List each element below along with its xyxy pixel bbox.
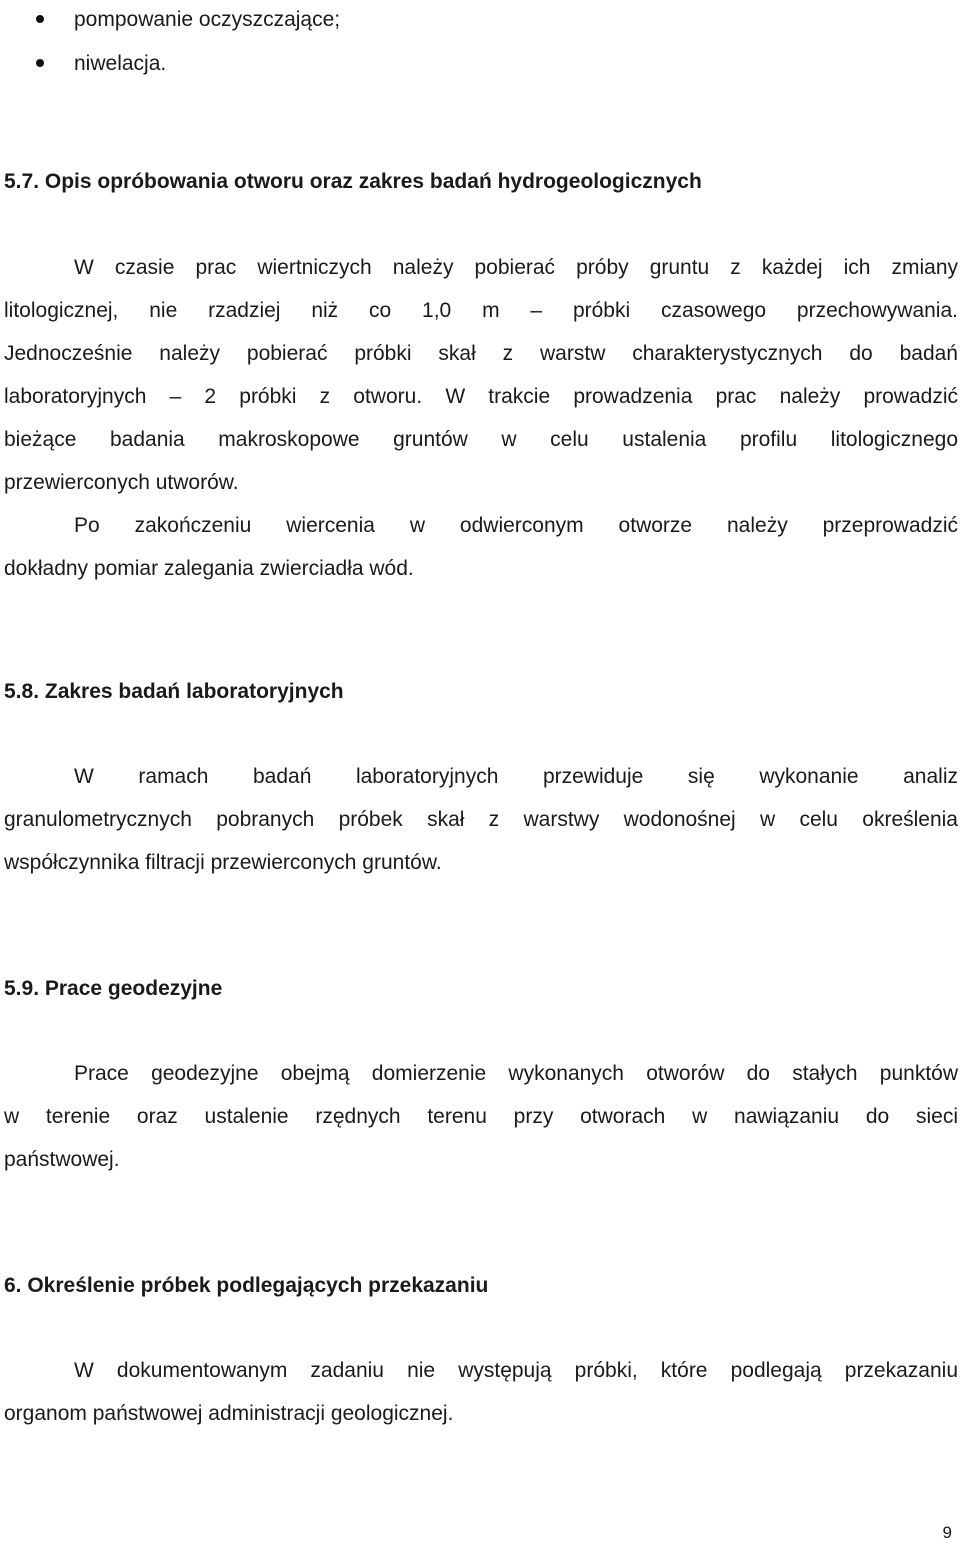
text-line: państwowej. bbox=[4, 1148, 120, 1171]
list-item bbox=[0, 44, 340, 88]
section-body-5-8 bbox=[4, 755, 958, 884]
page-number: 9 bbox=[942, 1523, 952, 1542]
text-line: W ramach badań laboratoryjnych przewiduje się wykonanie analiz bbox=[74, 765, 958, 788]
bullet-text: pompowanie oczyszczające; bbox=[74, 8, 341, 31]
text-line: W dokumentowanym zadaniu nie występują próbki, które podlegają przekazaniu bbox=[74, 1359, 958, 1382]
section-body-5-9 bbox=[4, 1052, 958, 1181]
text-line: litologicznej, nie rzadziej niż co 1,0 m – próbki czasowego przechowywania. bbox=[4, 299, 958, 322]
text-line: bieżące badania makroskopowe gruntów w celu ustalenia profilu litologicznego bbox=[4, 428, 958, 451]
section-heading-5-8: 5.8. Zakres badań laboratoryjnych bbox=[4, 680, 344, 703]
section-heading-5-7: 5.7. Opis opróbowania otworu oraz zakres badań hydrogeologicznych bbox=[4, 170, 702, 193]
bullet-icon bbox=[36, 15, 44, 23]
bullet-text: niwelacja. bbox=[74, 52, 167, 75]
section-body-5-7 bbox=[4, 246, 958, 590]
text-line: Po zakończeniu wiercenia w odwierconym otworze należy przeprowadzić bbox=[74, 514, 958, 537]
list-item bbox=[0, 0, 340, 44]
text-line: dokładny pomiar zalegania zwierciadła wód. bbox=[4, 557, 414, 580]
text-line: laboratoryjnych – 2 próbki z otworu. W trakcie prowadzenia prac należy prowadzić bbox=[4, 385, 958, 408]
text-line: przewierconych utworów. bbox=[4, 471, 239, 494]
section-heading-5-9: 5.9. Prace geodezyjne bbox=[4, 977, 223, 1000]
text-line: współczynnika filtracji przewierconych gruntów. bbox=[4, 851, 442, 874]
text-line: organom państwowej administracji geologicznej. bbox=[4, 1402, 454, 1425]
text-line: w terenie oraz ustalenie rzędnych terenu przy otworach w nawiązaniu do sieci bbox=[4, 1105, 958, 1128]
text-line: granulometrycznych pobranych próbek skał z warstwy wodonośnej w celu określenia bbox=[4, 808, 958, 831]
section-body-6 bbox=[4, 1349, 958, 1435]
text-line: Prace geodezyjne obejmą domierzenie wykonanych otworów do stałych punktów bbox=[74, 1062, 958, 1085]
bullet-icon bbox=[36, 59, 44, 67]
section-heading-6: 6. Określenie próbek podlegających przekazaniu bbox=[4, 1274, 489, 1297]
text-line: W czasie prac wiertniczych należy pobierać próby gruntu z każdej ich zmiany bbox=[74, 256, 958, 279]
text-line: Jednocześnie należy pobierać próbki skał z warstw charakterystycznych do badań bbox=[4, 342, 958, 365]
bullet-list bbox=[0, 0, 340, 88]
